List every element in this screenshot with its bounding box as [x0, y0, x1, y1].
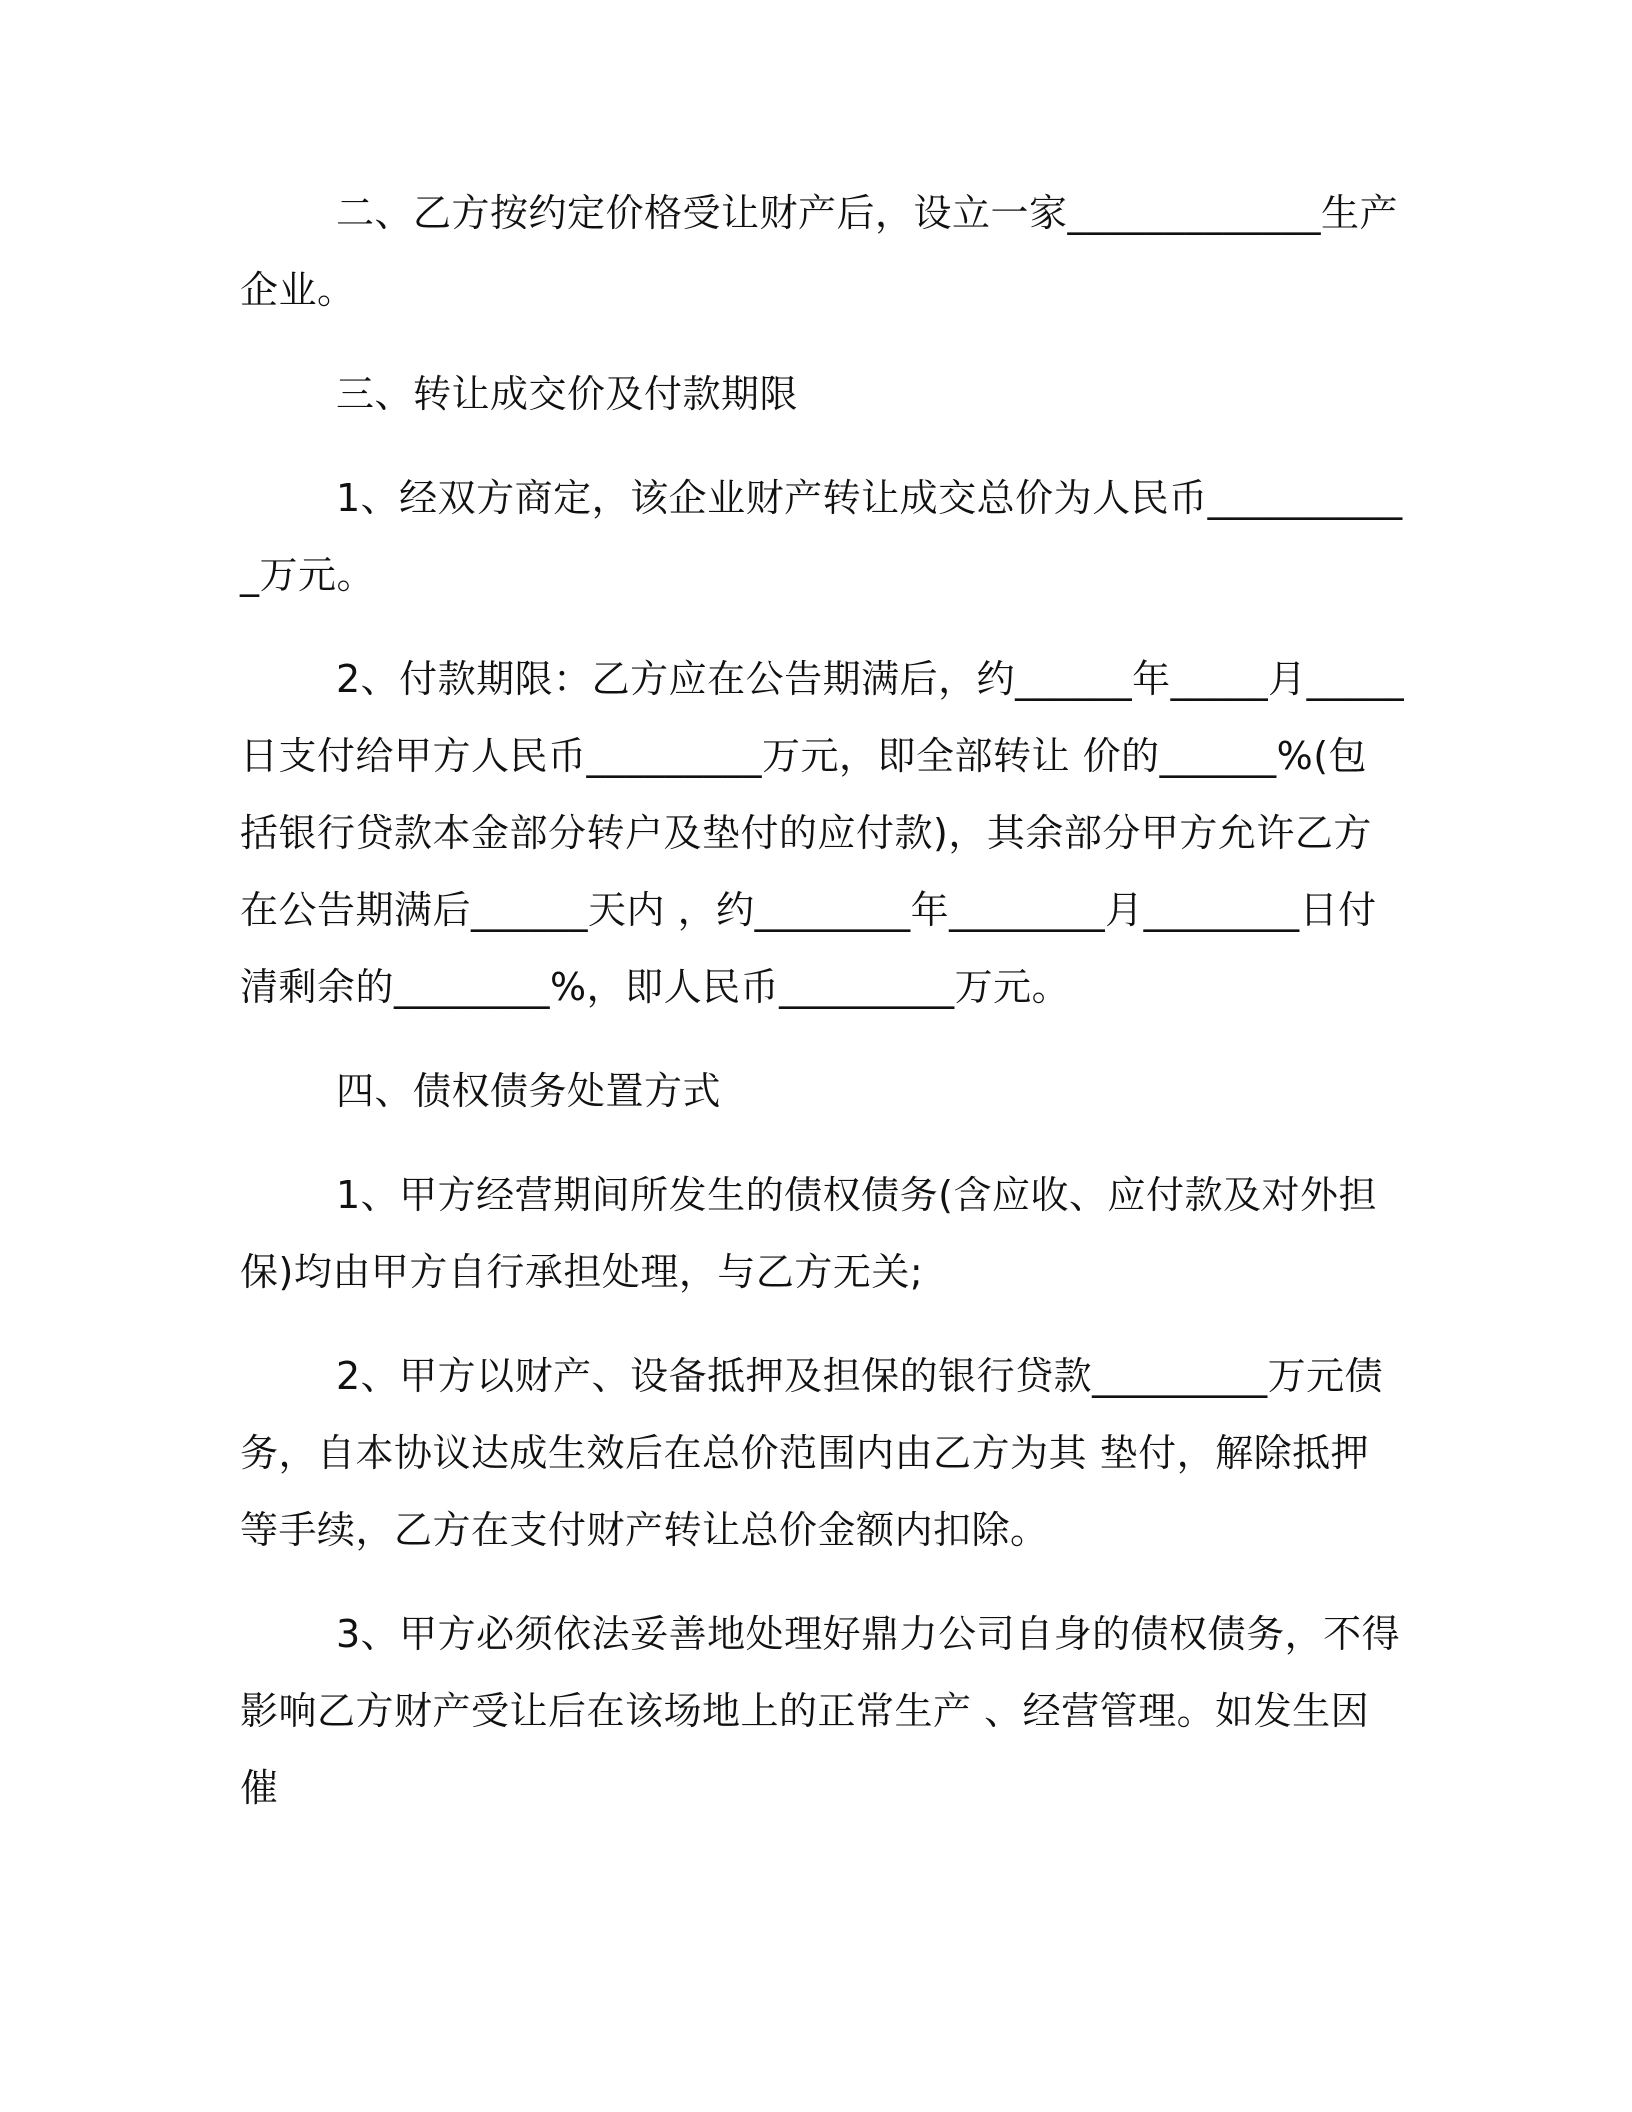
heading-section-4: 四、债权债务处置方式: [336, 1069, 722, 1113]
heading-section-3: 三、转让成交价及付款期限: [336, 372, 799, 416]
paragraph-debt-1: 1、甲方经营期间所发生的债权债务(含应收、应付款及对外担保)均由甲方自行承担处理，与乙方无关;: [240, 1173, 1378, 1294]
paragraph-total-price: 1、经双方商定，该企业财产转让成交总价为人民币___________万元。: [240, 476, 1403, 597]
paragraph-debt-2: 2、甲方以财产、设备抵押及担保的银行贷款_________万元债务，自本协议达成生效后在总价范围内由乙方为其 垫付，解除抵押等手续，乙方在支付财产转让总价金额内扣除。: [240, 1354, 1384, 1552]
document-body: [240, 175, 1405, 1827]
paragraph-section-2: 二、乙方按约定价格受让财产后，设立一家_____________生产企业。: [240, 191, 1399, 312]
paragraph-payment-term: 2、付款期限：乙方应在公告期满后，约______年_____月_____日支付给甲方人民币_________万元，即全部转让 价的______%(包括银行贷款本金部分转户及垫付的应付款)，其余部分甲方允许乙方在公告期满后______天内 ，约________年________月________日付清剩余的________%，即人民币_________万元。: [240, 657, 1405, 1009]
paragraph-debt-3: 3、甲方必须依法妥善地处理好鼎力公司自身的债权债务，不得影响乙方财产受让后在该场地上的正常生产 、经营管理。如发生因催: [240, 1612, 1401, 1810]
